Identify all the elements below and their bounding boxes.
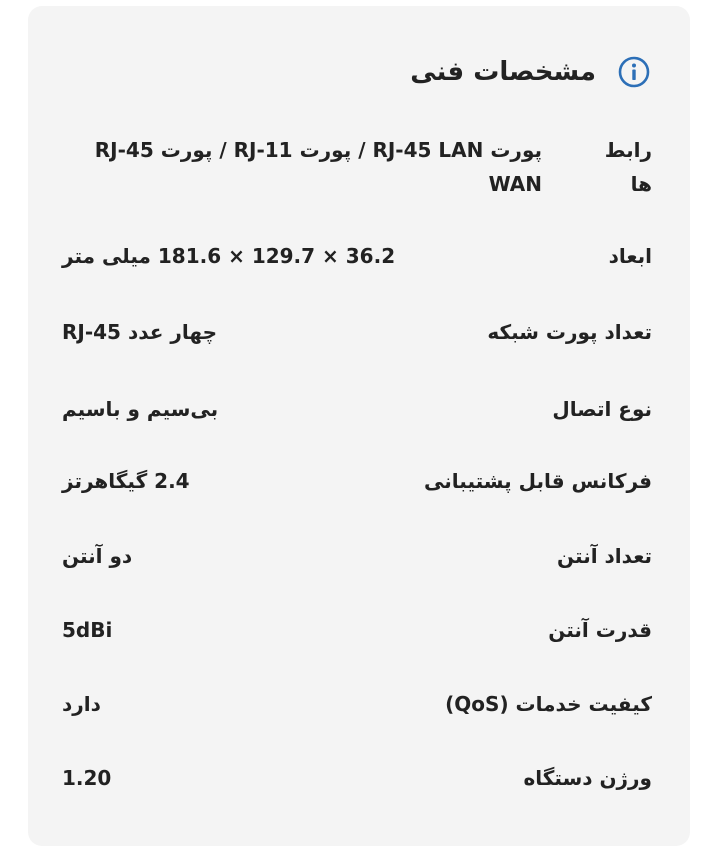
info-icon[interactable] <box>618 56 650 88</box>
spec-value: دارد <box>62 692 101 716</box>
specs-header <box>410 48 650 96</box>
spec-value: 1.20 <box>62 766 112 790</box>
spec-row-antenna-count <box>62 539 652 573</box>
spec-row-version <box>62 761 652 795</box>
specs-card <box>28 6 690 846</box>
spec-value: 36.2 × 129.7 × 181.6 میلی متر <box>62 244 396 268</box>
spec-row-interfaces <box>62 133 652 201</box>
spec-row-network-ports <box>62 315 652 349</box>
spec-label: کیفیت خدمات (QoS) <box>445 692 652 716</box>
spec-label: تعداد آنتن <box>557 544 652 568</box>
spec-label: رابط ها <box>604 138 652 196</box>
spec-label: قدرت آنتن <box>548 618 652 642</box>
spec-value: دو آنتن <box>62 544 133 568</box>
spec-label: تعداد پورت شبکه <box>487 320 652 344</box>
spec-value: پورت RJ-45 LAN / پورت RJ-11 / پورت RJ-45 WAN <box>94 138 542 196</box>
spec-row-connection-type <box>62 392 652 426</box>
spec-value: بی‌سیم و باسیم <box>62 397 219 421</box>
spec-value: چهار عدد RJ-45 <box>62 320 218 344</box>
spec-value: 5dBi <box>62 618 113 642</box>
spec-row-frequency <box>62 464 652 498</box>
spec-row-dimensions <box>62 239 652 273</box>
spec-label: نوع اتصال <box>552 397 652 421</box>
spec-label: ورژن دستگاه <box>523 766 652 790</box>
spec-label: فرکانس قابل پشتیبانی <box>424 469 652 493</box>
spec-value: 2.4 گیگاهرتز <box>62 469 190 493</box>
spec-label: ابعاد <box>608 244 652 268</box>
spec-row-qos <box>62 687 652 721</box>
spec-row-antenna-gain <box>62 613 652 647</box>
page-title: مشخصات فنی <box>410 57 596 87</box>
